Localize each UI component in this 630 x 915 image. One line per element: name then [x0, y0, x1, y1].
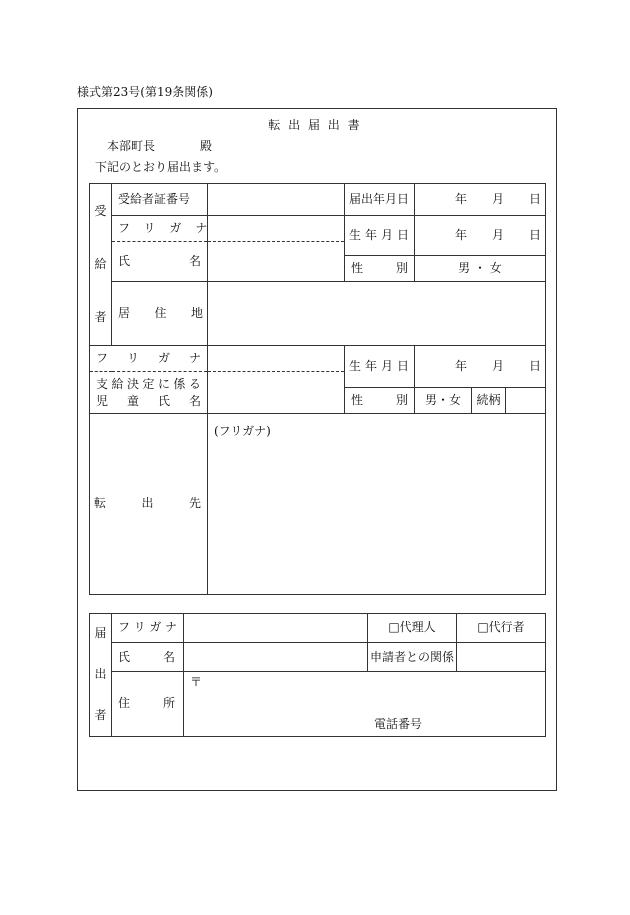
birth-field[interactable]: 年 月 日 — [415, 216, 546, 256]
notifier-furigana-label: フ リ ガ ナ — [112, 614, 184, 643]
phone-label: 電話番号 — [374, 717, 423, 732]
gender-label: 性 別 — [345, 256, 415, 282]
child-birth-field[interactable]: 年 月 日 — [415, 346, 546, 388]
furigana-label: フリガナ — [112, 216, 208, 242]
child-furigana-label: フ リ ガ ナ — [90, 346, 208, 372]
notifier-furigana-field[interactable] — [184, 614, 368, 643]
recipient-table — [89, 183, 546, 595]
birth-label: 生年月日 — [345, 216, 415, 256]
relation-label: 申請者との関係 — [368, 643, 457, 672]
furigana-field[interactable] — [208, 216, 345, 242]
address-label: 居 住 地 — [112, 282, 208, 346]
notifier-name-label: 氏 名 — [112, 643, 184, 672]
notifier-address-field[interactable] — [184, 672, 546, 737]
name-field[interactable] — [208, 242, 345, 282]
form-title: 転 出 届 出 書 — [268, 118, 362, 132]
relation-field[interactable] — [457, 643, 546, 672]
notifier-address-label: 住 所 — [112, 672, 184, 737]
notifier-group-label: 届 出 者 — [90, 614, 112, 737]
destination-field[interactable] — [208, 414, 546, 595]
child-furigana-field[interactable] — [208, 346, 345, 372]
addressee: 本部町長 — [107, 139, 156, 153]
cert-no-field[interactable] — [208, 184, 345, 216]
address-field[interactable] — [208, 282, 546, 346]
destination-furigana-note: (フリガナ) — [214, 424, 271, 438]
notifier-table — [89, 613, 546, 737]
cert-no-label: 受給者証番号 — [112, 184, 208, 216]
child-relation-field[interactable] — [506, 388, 546, 414]
form-number: 様式第23号(第19条関係) — [77, 85, 213, 99]
child-gender-options[interactable]: 男・女 — [415, 388, 472, 414]
child-relation-label: 続柄 — [472, 388, 506, 414]
notify-date-label: 届出年月日 — [345, 184, 415, 216]
child-name-field[interactable] — [208, 372, 345, 414]
postal-mark: 〒 — [190, 675, 203, 690]
recipient-group-label: 受 給 者 — [90, 184, 112, 346]
honorific: 殿 — [200, 139, 213, 153]
proxy-checkbox[interactable]: □代行者 — [457, 614, 546, 643]
destination-label: 転 出 先 — [90, 414, 208, 595]
agent-checkbox[interactable]: □代理人 — [368, 614, 457, 643]
child-gender-label: 性 別 — [345, 388, 415, 414]
notify-date-field[interactable]: 年 月 日 — [415, 184, 546, 216]
intro-text: 下記のとおり届出ます。 — [95, 160, 227, 174]
child-birth-label: 生年月日 — [345, 346, 415, 388]
gender-options[interactable]: 男 ・ 女 — [415, 256, 546, 282]
name-label: 氏 名 — [112, 242, 208, 282]
child-name-label: 支 給 決 定 に 係 る 児 童 氏 名 — [90, 372, 208, 414]
notifier-name-field[interactable] — [184, 643, 368, 672]
